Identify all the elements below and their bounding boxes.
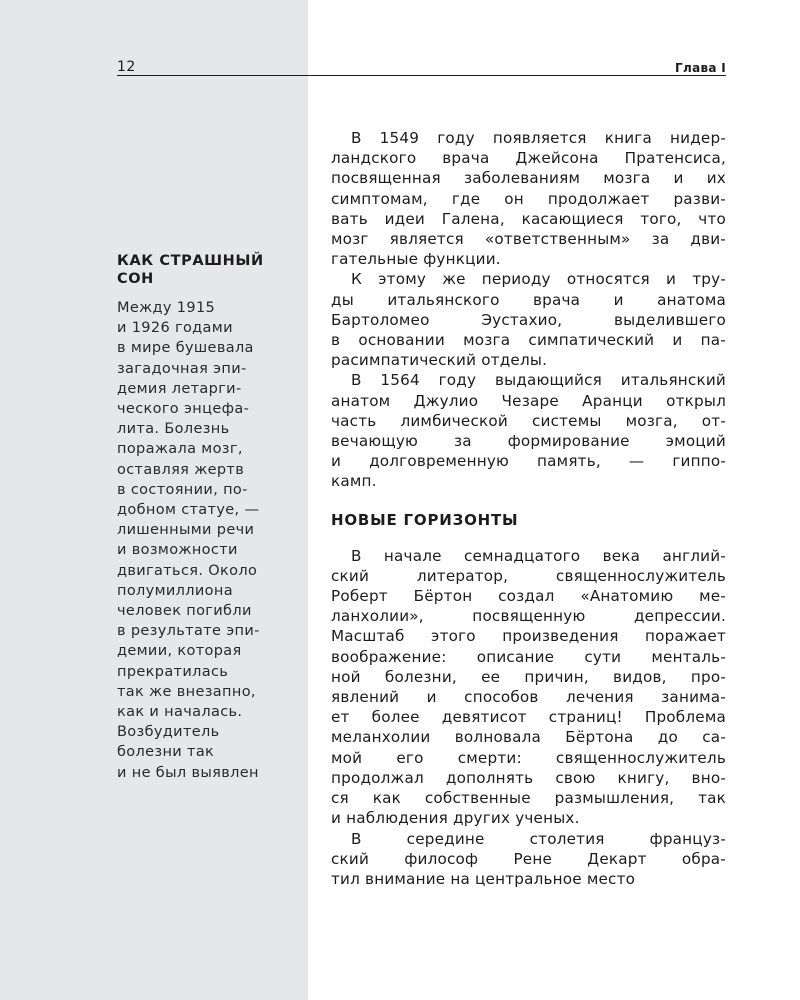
- sidebar-line: и возможности: [117, 542, 238, 559]
- sidebar-line: Возбудитель: [117, 724, 220, 741]
- text-line: расимпатический отделы.: [331, 351, 548, 370]
- text-line: Масштаб этого произведения поражает: [331, 627, 726, 646]
- sidebar-line: как и началась.: [117, 704, 243, 721]
- text-line: в основании мозга симпатический и па-: [331, 331, 726, 350]
- text-line: и долговременную память, — гиппо-: [331, 452, 726, 471]
- text-line: К этому же периоду относятся и тру-: [351, 270, 726, 289]
- sidebar-line: поражала мозг,: [117, 441, 243, 458]
- text-line: симптомам, где он продолжает разви-: [331, 189, 726, 208]
- text-line: тил внимание на центральное место: [331, 869, 636, 888]
- text-line: камп.: [331, 472, 377, 491]
- text-line: Бартоломео Эустахио, выделившего: [331, 310, 726, 329]
- sidebar-line: оставляя жертв: [117, 461, 245, 478]
- paragraph: [331, 370, 726, 491]
- sidebar-line: лита. Болезнь: [117, 421, 230, 438]
- text-line: посвященная заболеваниям мозга и их: [331, 169, 726, 188]
- text-line: ды итальянского врача и анатома: [331, 290, 726, 309]
- sidebar-line: загадочная эпи-: [117, 360, 247, 377]
- text-line: В начале семнадцатого века англий-: [351, 546, 726, 565]
- text-line: ся как собственные размышления, так: [331, 789, 726, 808]
- sidebar-line: лишенными речи: [117, 522, 255, 539]
- chapter-title: Глава I: [675, 61, 726, 75]
- text-line: меланхолии волновала Бёртона до са-: [331, 728, 726, 747]
- sidebar-title-line: СОН: [117, 271, 154, 287]
- sidebar-line: двигаться. Около: [117, 562, 258, 579]
- text-line: воображение: описание сути менталь-: [331, 647, 726, 666]
- text-line: гательные функции.: [331, 250, 501, 269]
- sidebar-line: человек погибли: [117, 603, 252, 620]
- sidebar-line: в мире бушевала: [117, 340, 254, 357]
- sidebar-line: прекратилась: [117, 663, 229, 680]
- sidebar-line: Между 1915: [117, 300, 216, 316]
- text-line: мой его смерти: священнослужитель: [331, 748, 726, 767]
- paragraph: [331, 829, 726, 890]
- paragraphs-top: [331, 128, 726, 492]
- sidebar-line: и 1926 годами: [117, 320, 233, 337]
- text-line: часть лимбической системы мозга, от-: [331, 411, 726, 430]
- sidebar-title-line: КАК СТРАШНЫЙ: [117, 253, 264, 269]
- text-line: ландского врача Джейсона Пратенсиса,: [331, 149, 726, 168]
- text-line: ет более девятисот страниц! Проблема: [331, 708, 726, 727]
- paragraph: [331, 546, 726, 829]
- text-line: вать идеи Галена, касающиеся того, что: [331, 209, 726, 228]
- text-line: ной болезни, ее причин, видов, про-: [331, 667, 726, 686]
- text-line: вечающую за формирование эмоций: [331, 432, 726, 451]
- sidebar-line: так же внезапно,: [117, 683, 256, 700]
- text-line: В 1549 году появляется книга нидер-: [351, 129, 726, 147]
- sidebar-line: демии, которая: [117, 643, 242, 660]
- paragraphs-bottom: [331, 546, 726, 889]
- text-line: продолжал дополнять свою книгу, вно-: [331, 768, 726, 787]
- paragraph: [331, 269, 726, 370]
- sidebar-line: добном статуе, —: [117, 502, 260, 519]
- sidebar-note: [117, 252, 287, 783]
- sidebar-line: ческого энцефа-: [117, 401, 250, 418]
- sidebar-line: болезни так: [117, 744, 215, 761]
- sidebar-line: демия летарги-: [117, 380, 242, 397]
- text-line: В середине столетия француз-: [351, 829, 726, 848]
- text-line: явлений и способов лечения занима-: [331, 688, 726, 707]
- text-line: ский литератор, священнослужитель: [331, 566, 726, 585]
- text-line: В 1564 году выдающийся итальянский: [351, 371, 726, 390]
- sidebar-line: в состоянии, по-: [117, 481, 248, 498]
- sidebar-line: полумиллиона: [117, 582, 233, 599]
- sidebar-title: [117, 252, 287, 288]
- text-line: и наблюдения других ученых.: [331, 809, 580, 828]
- section-heading: НОВЫЕ ГОРИЗОНТЫ: [331, 510, 519, 529]
- main-text: [331, 128, 726, 889]
- page-number: 12: [117, 59, 136, 75]
- text-line: Роберт Бёртон создал «Анатомию ме-: [331, 587, 726, 606]
- text-line: ский философ Рене Декарт обра-: [331, 849, 726, 868]
- text-line: мозг является «ответственным» за дви-: [331, 230, 726, 249]
- text-line: ланхолии», посвященную депрессии.: [331, 607, 726, 626]
- paragraph: [331, 128, 726, 269]
- sidebar-line: в результате эпи-: [117, 623, 260, 640]
- text-line: анатом Джулио Чезаре Аранци открыл: [331, 391, 726, 410]
- header-rule: [117, 75, 726, 76]
- sidebar-line: и не был выявлен: [117, 764, 259, 781]
- sidebar-text: [117, 298, 287, 783]
